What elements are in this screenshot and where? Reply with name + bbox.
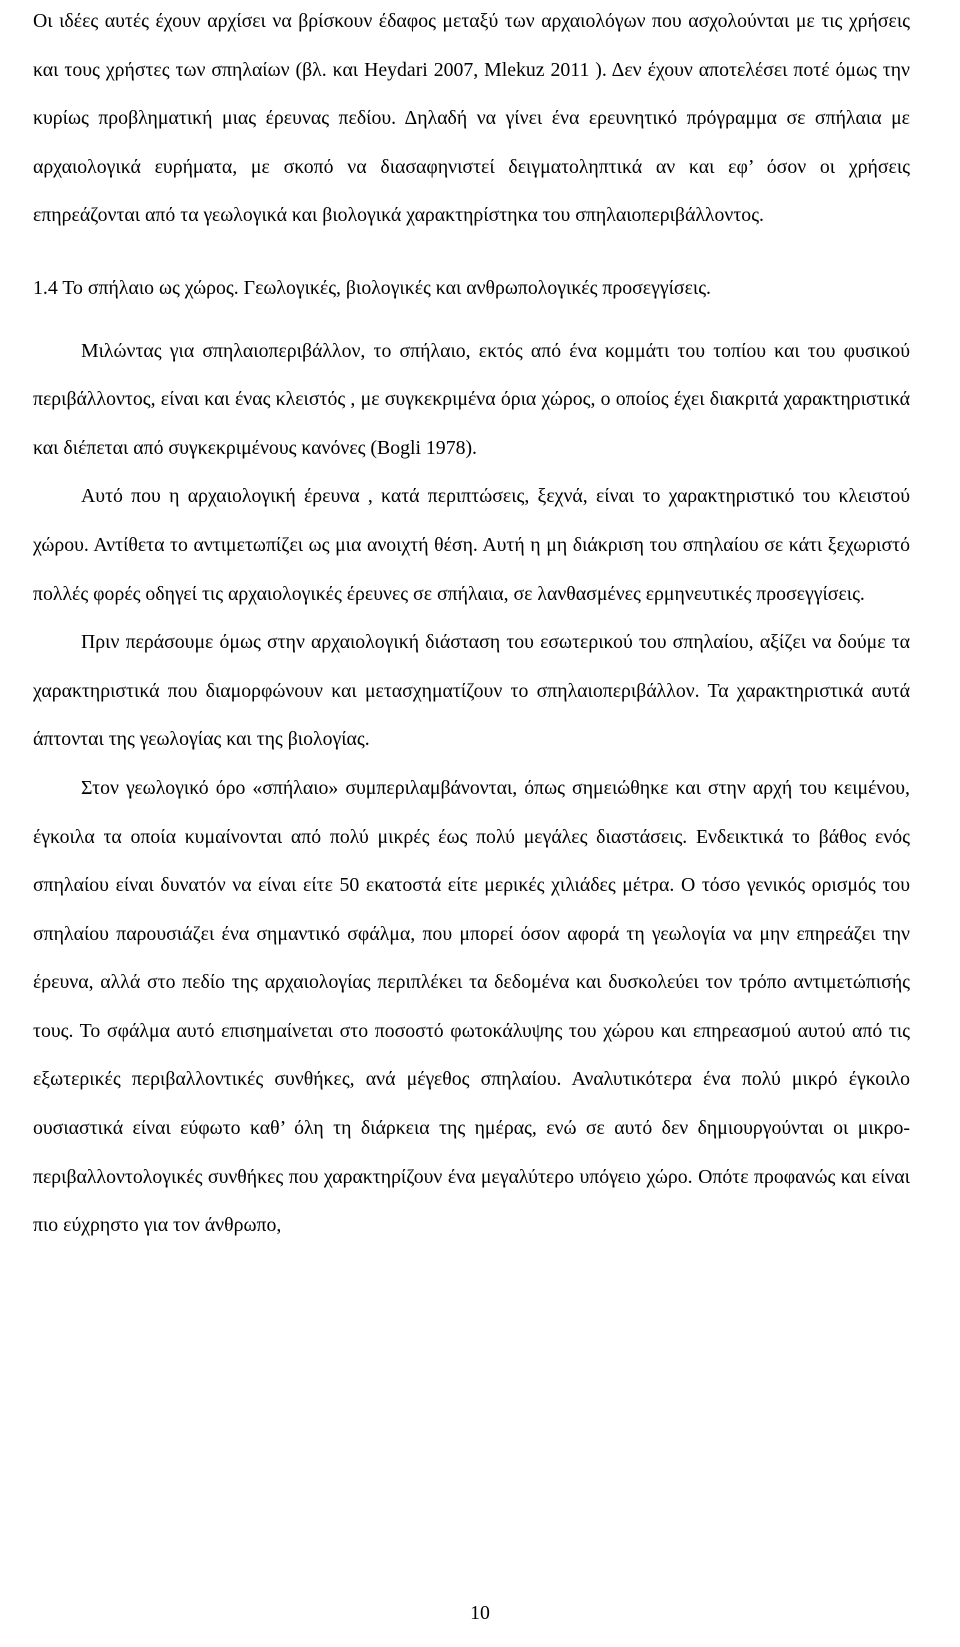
paragraph-characteristics: Πριν περάσουμε όμως στην αρχαιολογική διάσταση του εσωτερικού του σπηλαίου, αξίζει να δούμε τα χαρακτηριστικά που διαμορφώνουν και μετασχηματίζουν το σπηλαιοπεριβάλλον. Τα χαρακτηριστικά αυτά άπτονται της γεωλογίας και της βιολογίας. [33,631,910,751]
paragraph-speleo-environment: Μιλώντας για σπηλαιοπεριβάλλον, το σπήλαιο, εκτός από ένα κομμάτι του τοπίου και του φυσικού περιβάλλοντος, είναι και ένας κλειστός , με συγκεκριμένα όρια χώρος, ο οποίος έχει διακριτά χαρακτηριστικά και διέπεται από συγκεκριμένους κανόνες (Bogli 1978). [33,339,910,459]
page-number: 10 [470,1602,490,1624]
paragraph-geological-term: Στον γεωλογικό όρο «σπήλαιο» συμπεριλαμβάνονται, όπως σημειώθηκε και στην αρχή του κειμένου, έγκοιλα τα οποία κυμαίνονται από πολύ μικρές έως πολύ μεγάλες διαστάσεις. Ενδεικτικά το βάθος ενός σπηλαίου είναι δυνατόν να είναι είτε 50 εκατοστά είτε μερικές χιλιάδες μέτρα. Ο τόσο γενικός ορισμός του σπηλαίου παρουσιάζει ένα σημαντικό σφάλμα, που μπορεί όσον αφορά τη γεωλογία να μην επηρεάζει την έρευνα, αλλά στο πεδίο της αρχαιολογίας περιπλέκει τα δεδομένα και δυσκολεύει τον τρόπο αντιμετώπισής τους. Το σφάλμα αυτό επισημαίνεται στο ποσοστό φωτοκάλυψης του χώρου και επηρεασμού αυτού από τις εξωτερικές περιβαλλοντικές συνθήκες, ανά μέγεθος σπηλαίου. Αναλυτικότερα ένα πολύ μικρό έγκοιλο ουσιαστικά είναι εύφωτο καθ’ όλη τη διάρκεια της ημέρας, ενώ σε αυτό δεν δημιουργούνται οι μικρο-περιβαλλοντολογικές συνθήκες που χαρακτηρίζουν ένα μεγαλύτερο υπόγειο χώρο. Οπότε προφανώς και είναι πιο εύχρηστο για τον άνθρωπο, [33,776,910,1237]
paragraph-closed-space: Αυτό που η αρχαιολογική έρευνα , κατά περιπτώσεις, ξεχνά, είναι το χαρακτηριστικό του κλειστού χώρου. Αντίθετα το αντιμετωπίζει ως μια ανοιχτή θέση. Αυτή η μη διάκριση του σπηλαίου σε κάτι ξεχωριστό πολλές φορές οδηγεί τις αρχαιολογικές έρευνες σε σπήλαια, σε λανθασμένες ερμηνευτικές προσεγγίσεις. [33,485,910,605]
section-heading: 1.4 Το σπήλαιο ως χώρος. Γεωλογικές, βιολογικές και ανθρωπολογικές προσεγγίσεις. [33,276,711,299]
paragraph-intro: Οι ιδέες αυτές έχουν αρχίσει να βρίσκουν έδαφος μεταξύ των αρχαιολόγων που ασχολούνται με τις χρήσεις και τους χρήστες των σπηλαίων (βλ. και Heydari 2007, Mlekuz 2011 ). Δεν έχουν αποτελέσει ποτέ όμως την κυρίως προβληματική μιας έρευνας πεδίου. Δηλαδή να γίνει ένα ερευνητικό πρόγραμμα σε σπήλαια με αρχαιολογικά ευρήματα, με σκοπό να διασαφηνιστεί δειγματοληπτικά αν και εφ’ όσον οι χρήσεις επηρεάζονται από τα γεωλογικά και βιολογικά χαρακτηρίστηκα του σπηλαιοπεριβάλλοντος. [33,10,910,227]
document-page [33,0,910,1250]
